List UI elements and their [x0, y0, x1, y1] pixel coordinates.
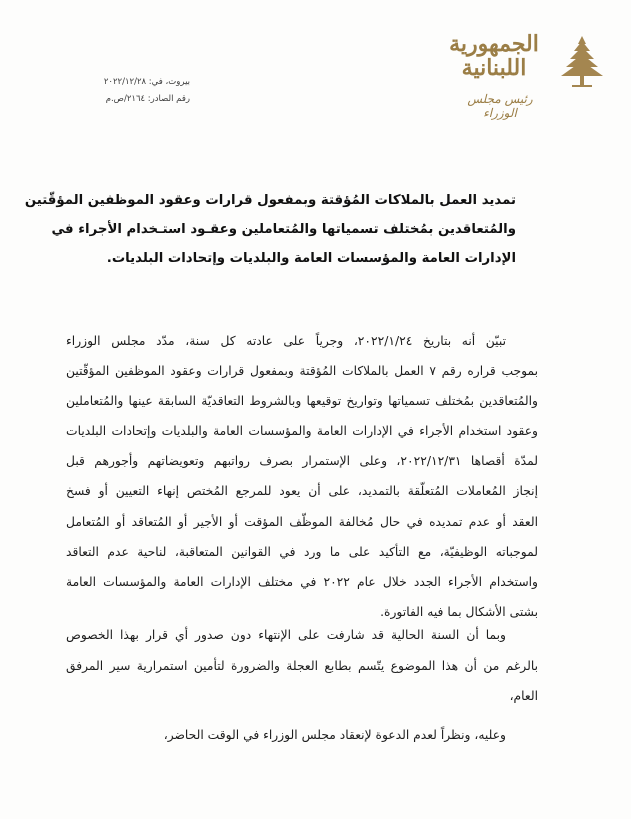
paragraph-line: لموجباته الوظيفيّة، مع التأكيد على ما ورد في القوانين المتعاقبة، لناحية عدم التعاقد: [66, 544, 538, 559]
paragraph-line: وعليه، ونظراً لعدم الدعوة لإنعقاد مجلس الوزراء في الوقت الحاضر،: [163, 728, 506, 742]
org-name-line2: اللبنانية: [461, 55, 527, 81]
paragraph-line: العقد أو عدم تمديده في حال مُخالفة الموظّف المؤقت أو الأجير أو المُتعاقد أو المُتعامل: [66, 514, 538, 529]
org-name: [440, 32, 548, 80]
cedar-tree-icon: [556, 34, 608, 90]
title-line: والمُتعاقدين بمُختلف تسمياتها والمُتعاملين وعقـود استـخدام الأجراء في: [51, 222, 516, 237]
paragraph-line: وبما أن السنة الحالية قد شارفت على الإنتهاء دون صدور أي قرار بهذا الخصوص: [66, 628, 506, 642]
org-name-line1: الجمهورية: [449, 31, 539, 57]
paragraph-line: وعقود استخدام الأجراء في الإدارات العامة والمؤسسات العامة والبلديات وإتحادات البلديات: [66, 424, 538, 439]
paragraph-line: بالرغم من أن هذا الموضوع يتّسم بطابع العجلة والضرورة لتأمين استمرارية سير المرفق: [66, 658, 538, 673]
paragraph-line: لمدّة أقصاها ٢٠٢٢/١٢/٣١، وعلى الإستمرار بصرف رواتبهم وتعويضاتهم وأجورهم قبل: [66, 454, 538, 469]
document-title: [24, 186, 516, 273]
paragraph-line: إنجاز المُعاملات المُتعلّقة بالتمديد، على أن يعود للمرجع المُختص إنهاء التعيين أو فسخ: [66, 484, 538, 499]
paragraph-1: [66, 326, 538, 627]
paragraph-line: بشتى الأشكال بما فيه الفاتورة.: [380, 604, 538, 619]
place-date: بيروت، في: ٢٠٢٢/١٢/٢٨: [103, 77, 190, 87]
org-office: رئيس مجلس الوزراء: [467, 92, 533, 120]
paragraph-line: العام،: [509, 689, 538, 703]
title-line: الإدارات العامة والمؤسسات العامة والبلديات وإتحادات البلديات.: [106, 251, 516, 266]
paragraph-line: واستخدام الأجراء الجدد خلال عام ٢٠٢٢ في مختلف الإدارات العامة والمؤسسات العامة: [66, 574, 539, 589]
paragraph-3: [66, 720, 538, 750]
document-meta: [70, 74, 190, 108]
title-line: تمديد العمل بالملاكات المُؤقتة وبمفعول قرارات وعقود الموظفين المؤقّتين: [24, 193, 516, 208]
paragraph-line: والمُتعاقدين بمُختلف تسمياتها وتواريخ توقيعها وبالشروط التعاقديّة السابقة عينها والمُتعاملين: [66, 394, 538, 409]
reference-number: رقم الصادر: ٢١٦٤/ص.م: [105, 94, 190, 104]
paragraph-2: [66, 620, 538, 712]
paragraph-line: بموجب قراره رقم ٧ العمل بالملاكات المُؤقتة وبمفعول قرارات وعقود الموظفين المؤقّتين: [66, 364, 539, 379]
paragraph-line: تبيّن أنه بتاريخ ٢٠٢٢/١/٢٤، وجرياً على عادته كل سنة، مدّد مجلس الوزراء: [66, 334, 507, 348]
